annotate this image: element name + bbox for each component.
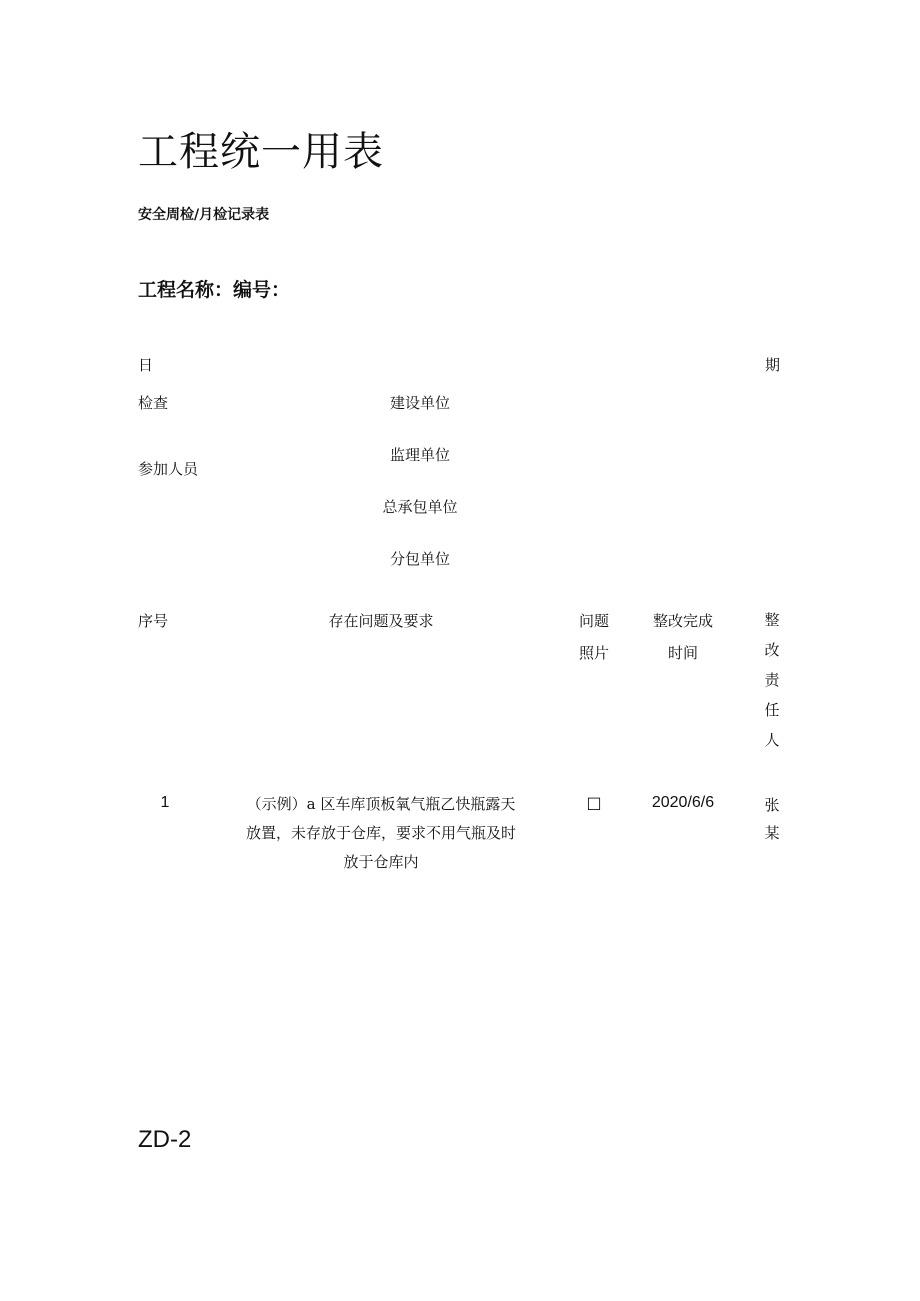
unit-construction: 建设单位 xyxy=(389,394,450,412)
main-title: 工程统一用表 xyxy=(138,129,384,175)
unit-general-contractor: 总承包单位 xyxy=(382,498,458,516)
table-row-1-number: 1 xyxy=(160,794,170,811)
column-header-completion-time: 整改完成时间 xyxy=(652,612,713,662)
column-header-number: 序号 xyxy=(138,612,169,630)
table-row-1-issue: （示例）a 区车库顶板氧气瓶乙快瓶露天放置，未存放于仓库，要求不用气瓶及时放于仓库内 xyxy=(246,795,517,871)
unit-subcontractor: 分包单位 xyxy=(389,550,450,568)
checkbox-icon[interactable]: □ xyxy=(586,793,602,812)
table-row-1-completion-time: 2020/6/6 xyxy=(651,794,715,811)
column-header-photo: 问题照片 xyxy=(578,612,609,662)
date-label-left: 日 xyxy=(138,356,154,374)
check-label: 检查 xyxy=(138,394,169,412)
participants-label: 参加人员 xyxy=(138,460,199,478)
footer-form-code: ZD-2 xyxy=(138,1126,192,1153)
table-row-1-responsible-person: 张某 xyxy=(764,796,780,842)
date-label-right: 期 xyxy=(765,356,781,374)
form-subtitle: 安全周检/月检记录表 xyxy=(138,207,270,223)
project-name-and-number: 工程名称：编号： xyxy=(138,279,291,301)
column-header-responsible-person: 整改责任人 xyxy=(764,611,780,749)
column-header-issue: 存在问题及要求 xyxy=(328,612,434,630)
unit-supervision: 监理单位 xyxy=(389,446,450,464)
